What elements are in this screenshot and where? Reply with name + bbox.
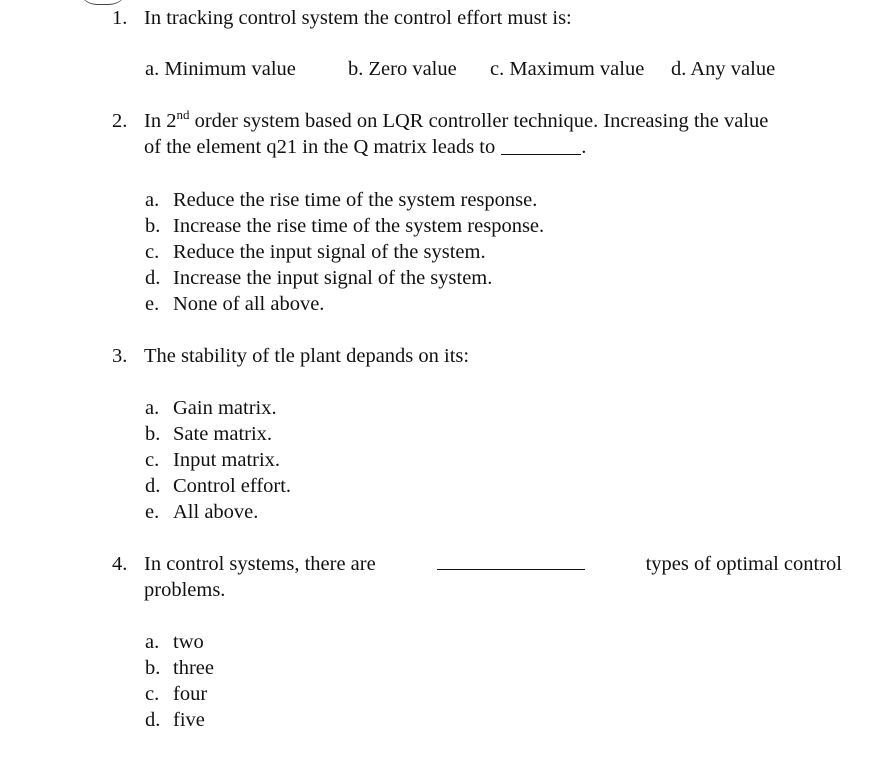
question-text: In 2nd order system based on LQR controller technique. Increasing the value of the element q21 in the Q matrix leads to .: [144, 107, 769, 158]
option-b[interactable]: b. Increase the rise time of the system response.: [145, 215, 545, 237]
option-a[interactable]: a. two: [145, 631, 204, 653]
question-number: 1.: [112, 7, 128, 29]
question-1: [112, 5, 847, 31]
option-c[interactable]: c. Input matrix.: [145, 449, 281, 471]
option-d[interactable]: d. Increase the input signal of the system.: [145, 267, 493, 289]
question-text: In tracking control system the control effort must is:: [144, 7, 572, 29]
answer-blank[interactable]: [437, 551, 585, 570]
question-text: The stability of tle plant depands on its:: [144, 345, 470, 367]
option-c[interactable]: c. Maximum value: [490, 58, 645, 80]
option-a[interactable]: a. Gain matrix.: [145, 397, 277, 419]
question-number: 3.: [112, 345, 128, 367]
question-3: [112, 343, 847, 369]
option-e[interactable]: e. All above.: [145, 501, 259, 523]
superscript: nd: [176, 107, 190, 122]
option-a[interactable]: a. Reduce the rise time of the system response.: [145, 189, 538, 211]
question-number: 4.: [112, 553, 128, 575]
question-2: [112, 108, 847, 160]
option-b[interactable]: b. Sate matrix.: [145, 423, 273, 445]
question-text: In control systems, there are types of optimal control problems.: [144, 553, 842, 601]
option-e[interactable]: e. None of all above.: [145, 293, 325, 315]
option-a[interactable]: a. Minimum value: [145, 58, 296, 80]
option-d[interactable]: d. Any value: [671, 58, 776, 80]
option-b[interactable]: b. Zero value: [348, 58, 457, 80]
question-4: [112, 551, 847, 603]
option-d[interactable]: d. Control effort.: [145, 475, 292, 497]
option-b[interactable]: b. three: [145, 657, 214, 679]
option-d[interactable]: d. five: [145, 709, 205, 731]
option-c[interactable]: c. four: [145, 683, 208, 705]
option-c[interactable]: c. Reduce the input signal of the system.: [145, 241, 486, 263]
question-number: 2.: [112, 110, 128, 132]
question-1-options: [145, 56, 775, 82]
answer-blank[interactable]: [501, 136, 581, 155]
